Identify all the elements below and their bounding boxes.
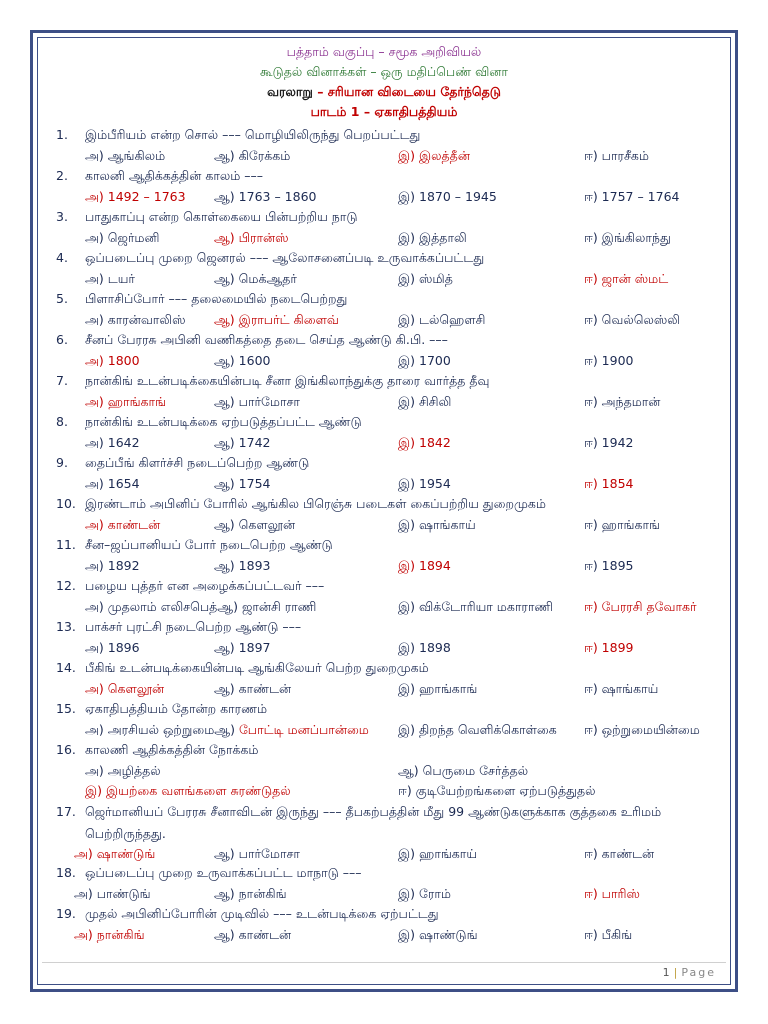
question-item xyxy=(0,904,768,945)
option-a: அ) காரன்வாலிஸ் xyxy=(85,312,186,327)
option-b-answer: ஆ) இராபர்ட் கிளைவ் xyxy=(214,312,339,327)
question-text: ஒப்படைப்பு முறை உருவாக்கப்பட்ட மாநாடு ––– xyxy=(85,865,362,880)
option-a-answer: அ) 1800 xyxy=(85,353,140,368)
option-c: இ) விக்டோரியா மகாராணி xyxy=(398,599,553,614)
question-type-title: கூடுதல் வினாக்கள் – ஒரு மதிப்பெண் வினா xyxy=(260,64,508,79)
question-text: இரண்டாம் அபினிப் போரில் ஆங்கில பிரெஞ்சு படைகள் கைப்பற்றிய துறைமுகம் xyxy=(85,496,546,511)
question-number: 15. xyxy=(56,701,76,716)
class-subject-title: பத்தாம் வகுப்பு – சமூக அறிவியல் xyxy=(286,44,482,59)
option-a: அ) ஜெர்மனி xyxy=(85,230,160,245)
option-c: இ) டல்ஹௌசி xyxy=(398,312,486,327)
option-d-answer: ஈ) 1899 xyxy=(584,640,634,655)
option-b: ஆ) காண்டன் xyxy=(214,681,292,696)
option-a: அ) டயர் xyxy=(85,271,135,286)
lesson-title: பாடம் 1 – ஏகாதிபத்தியம் xyxy=(310,104,458,119)
question-text: காலணி ஆதிக்கத்தின் நோக்கம் xyxy=(85,742,259,757)
question-number: 17. xyxy=(56,804,76,819)
option-c: இ) ஹாங்காய் xyxy=(398,846,478,861)
question-item xyxy=(0,125,768,166)
option-d: ஈ) ஷாங்காய் xyxy=(584,681,659,696)
question-item xyxy=(0,535,768,576)
option-b-answer: ஆ) பிரான்ஸ் xyxy=(214,230,289,245)
option-d-answer: ஈ) ஜான் ஸ்மட் xyxy=(584,271,669,286)
option-b: ஆ) மெக்ஆதர் xyxy=(214,271,297,286)
option-d: ஈ) 1942 xyxy=(584,435,634,450)
option-c-answer: இ) 1842 xyxy=(398,435,451,450)
option-d: ஈ) 1900 xyxy=(584,353,634,368)
option-c: இ) 1954 xyxy=(398,476,451,491)
option-b: ஆ) பார்மோசா xyxy=(214,846,300,861)
option-b: ஆ) கிரேக்கம் xyxy=(214,148,291,163)
option-a-answer: அ) கௌலூன் xyxy=(85,681,165,696)
question-text: ஜெர்மானியப் பேரரசு சீனாவிடன் இருந்து ––– தீபகற்பத்தின் மீது 99 ஆண்டுகளுக்காக குத்தகை உரிமம் xyxy=(85,804,662,819)
question-number: 2. xyxy=(56,168,68,183)
question-item xyxy=(0,802,768,863)
option-d-answer: ஈ) பாரிஸ் xyxy=(584,886,640,901)
question-item xyxy=(0,617,768,658)
option-d: ஈ) 1895 xyxy=(584,558,634,573)
question-number: 16. xyxy=(56,742,76,757)
option-a: அ) ஆங்கிலம் xyxy=(85,148,166,163)
option-c: இ) சிசிலி xyxy=(398,394,452,409)
question-text: சீனப் பேரரசு அபினி வணிகத்தை தடை செய்த ஆண்டு கி.பி. ––– xyxy=(85,332,448,347)
question-number: 3. xyxy=(56,209,68,224)
question-item xyxy=(0,289,768,330)
option-b: ஆ) காண்டன் xyxy=(214,927,292,942)
question-item xyxy=(0,863,768,904)
question-text: இம்பீரியம் என்ற சொல் ––– மொழியிலிருந்து பெறப்பட்டது xyxy=(85,127,421,142)
question-item xyxy=(0,658,768,699)
option-d: ஈ) 1757 – 1764 xyxy=(584,189,680,204)
question-text: தைப்பீங் கிளர்ச்சி நடைப்பெற்ற ஆண்டு xyxy=(85,455,310,470)
question-text: நான்கிங் உடன்படிக்கை ஏற்படுத்தப்பட்ட ஆண்டு xyxy=(85,414,362,429)
question-number: 5. xyxy=(56,291,68,306)
question-text: பாதுகாப்பு என்ற கொள்கையை பின்பற்றிய நாடு xyxy=(85,209,358,224)
question-number: 14. xyxy=(56,660,76,675)
question-number: 12. xyxy=(56,578,76,593)
option-c: இ) ரோம் xyxy=(398,886,451,901)
option-d-answer: ஈ) பேரரசி தவோகர் xyxy=(584,599,697,614)
option-a-b: அ) முதலாம் எலிசபெத்ஆ) ஜான்சி ராணி xyxy=(85,599,317,614)
option-a: அ) 1896 xyxy=(85,640,140,655)
option-a: அ) அழித்தல் xyxy=(85,763,161,778)
option-b-answer: போட்டி மனப்பான்மை xyxy=(238,722,369,737)
question-text: சீன–ஜப்பானியப் போர் நடைபெற்ற ஆண்டு xyxy=(85,537,333,552)
option-d: ஈ) இங்கிலாந்து xyxy=(584,230,671,245)
option-a-answer: அ) ஹாங்காங் xyxy=(85,394,167,409)
option-b: ஆ) பார்மோசா xyxy=(214,394,300,409)
option-c: இ) 1898 xyxy=(398,640,451,655)
question-item xyxy=(0,166,768,207)
option-a-answer: அ) காண்டன் xyxy=(85,517,161,532)
option-a: அ) 1642 xyxy=(85,435,140,450)
page-label: Page xyxy=(681,966,716,979)
option-b: ஆ) 1893 xyxy=(214,558,271,573)
question-item xyxy=(0,453,768,494)
question-item xyxy=(0,207,768,248)
question-number: 8. xyxy=(56,414,68,429)
question-number: 6. xyxy=(56,332,68,347)
option-d: ஈ) காண்டன் xyxy=(584,846,655,861)
option-c: இ) ஷாண்டுங் xyxy=(398,927,478,942)
section-title xyxy=(37,82,731,102)
option-c: இ) ஹாங்காங் xyxy=(398,681,478,696)
question-list xyxy=(0,125,768,945)
question-text: பழைய புத்தர் என அழைக்கப்பட்டவர் ––– xyxy=(85,578,325,593)
option-a: அ) 1654 xyxy=(85,476,140,491)
option-b: ஆ) பெருமை சேர்த்தல் xyxy=(398,763,529,778)
question-text: பாக்சர் புரட்சி நடைபெற்ற ஆண்டு ––– xyxy=(85,619,302,634)
page-number: 1 xyxy=(662,966,670,979)
question-item xyxy=(0,412,768,453)
question-text: காலனி ஆதிக்கத்தின் காலம் ––– xyxy=(85,168,264,183)
option-c-answer: இ) இயற்கை வளங்களை சுரண்டுதல் xyxy=(85,783,291,798)
question-item xyxy=(0,576,768,617)
option-c: இ) 1870 – 1945 xyxy=(398,189,497,204)
question-number: 19. xyxy=(56,906,76,921)
question-item xyxy=(0,494,768,535)
footer-separator: | xyxy=(673,966,678,979)
option-c: இ) ஷாங்காய் xyxy=(398,517,476,532)
option-b: ஆ) 1600 xyxy=(214,353,271,368)
option-b: ஆ) கௌலூன் xyxy=(214,517,296,532)
question-item xyxy=(0,371,768,412)
option-a-answer: அ) ஷாண்டுங் xyxy=(74,846,156,861)
option-d: ஈ) பீகிங் xyxy=(584,927,633,942)
option-d: ஈ) அந்தமான் xyxy=(584,394,661,409)
question-number: 9. xyxy=(56,455,68,470)
option-a-answer: அ) நான்கிங் xyxy=(74,927,145,942)
question-item xyxy=(0,699,768,740)
option-b: ஆ) 1897 xyxy=(214,640,271,655)
option-b: ஆ) நான்கிங் xyxy=(214,886,287,901)
option-a-answer: அ) 1492 – 1763 xyxy=(85,189,186,204)
question-item xyxy=(0,330,768,371)
question-number: 1. xyxy=(56,127,68,142)
question-number: 4. xyxy=(56,250,68,265)
document-header xyxy=(37,42,731,122)
question-item xyxy=(0,248,768,289)
option-c: இ) இத்தாலி xyxy=(398,230,467,245)
option-b: ஆ) 1754 xyxy=(214,476,271,491)
option-a-b-label: அ) அரசியல் ஒற்றுமைஆ) xyxy=(85,722,239,737)
option-b: ஆ) 1742 xyxy=(214,435,271,450)
question-number: 13. xyxy=(56,619,76,634)
question-text: முதல் அபினிப்போரின் முடிவில் ––– உடன்படிக்கை ஏற்பட்டது xyxy=(85,906,439,921)
option-c: இ) 1700 xyxy=(398,353,451,368)
question-text: பீகிங் உடன்படிக்கையின்படி ஆங்கிலேயர் பெற்ற துறைமுகம் xyxy=(85,660,429,675)
question-number: 18. xyxy=(56,865,76,880)
option-d: ஈ) ஒற்றுமையின்மை xyxy=(584,722,700,737)
question-text-continued: பெற்றிருந்தது. xyxy=(85,826,166,841)
question-number: 7. xyxy=(56,373,68,388)
option-a: அ) பாண்டுங் xyxy=(74,886,151,901)
question-text: ஒப்படைப்பு முறை ஜெனரல் ––– ஆலோசனைப்படி உருவாக்கப்பட்டது xyxy=(85,250,485,265)
option-c: இ) ஸ்மித் xyxy=(398,271,453,286)
question-item xyxy=(0,740,768,802)
option-d-answer: ஈ) 1854 xyxy=(584,476,634,491)
question-number: 10. xyxy=(56,496,76,511)
section-title-instruction: – சரியான விடையை தேர்ந்தெடு xyxy=(312,84,501,99)
option-d: ஈ) குடியேற்றங்களை ஏற்படுத்துதல் xyxy=(398,783,596,798)
option-c: இ) திறந்த வெளிக்கொள்கை xyxy=(398,722,557,737)
section-title-subject: வரலாறு xyxy=(267,84,313,99)
option-a-b-prefix xyxy=(85,722,369,739)
question-text: நான்கிங் உடன்படிக்கையின்படி சீனா இங்கிலாந்துக்கு தாரை வார்த்த தீவு xyxy=(85,373,490,388)
option-d: ஈ) ஹாங்காங் xyxy=(584,517,660,532)
option-b: ஆ) 1763 – 1860 xyxy=(214,189,317,204)
question-text: ஏகாதிபத்தியம் தோன்ற காரணம் xyxy=(85,701,268,716)
option-c-answer: இ) இலத்தீன் xyxy=(398,148,470,163)
question-text: பிளாசிப்போர் ––– தலைமையில் நடைபெற்றது xyxy=(85,291,348,306)
option-a: அ) 1892 xyxy=(85,558,140,573)
page-footer xyxy=(663,966,716,979)
option-d: ஈ) வெல்லெஸ்லி xyxy=(584,312,680,327)
footer-divider xyxy=(42,962,726,963)
option-d: ஈ) பாரசீகம் xyxy=(584,148,649,163)
question-number: 11. xyxy=(56,537,76,552)
option-c-answer: இ) 1894 xyxy=(398,558,451,573)
